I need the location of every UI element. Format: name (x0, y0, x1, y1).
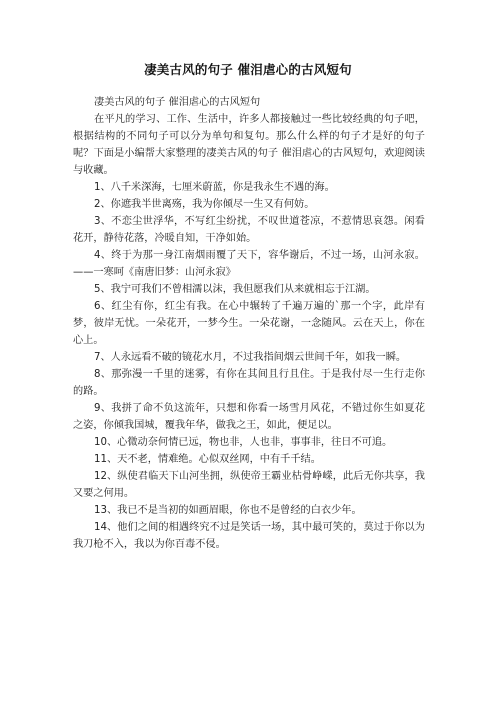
list-item: 2、你遮我半世离殇，我为你倾尽一生又有何妨。 (94, 199, 315, 210)
list-item: 8、那弥漫一千里的迷雾，有你在其间且行且住。于是我付尽一生行走你的路。 (73, 369, 425, 397)
intro-paragraph: 在平凡的学习、工作、生活中，许多人都接触过一些比较经典的句子吧，根据结构的不同句子可以分为单句和复句。那么什么样的句子才是好的句子呢？下面是小编帮大家整理的凄美古风的句子 催泪虐心的古风短句，欢迎阅读与收藏。 (73, 114, 425, 176)
list-item: 4、终于为那一身江南烟雨覆了天下，容华谢后，不过一场，山河永寂。——一寒呵《南唐旧梦：山河永寂》 (73, 250, 425, 278)
list-item: 11、天不老，情难绝。心似双丝网，中有千千结。 (94, 454, 321, 465)
list-item: 12、纵使君临天下山河坐拥，纵使帝王霸业枯骨峥嵘，此后无你共享，我又要之何用。 (73, 471, 425, 499)
list-item: 13、我已不是当初的如画眉眼，你也不是曾经的白衣少年。 (94, 505, 362, 516)
list-item: 14、他们之间的相遇终究不过是笑话一场，其中最可笑的，莫过于你以为我刀枪不入，我以为你百毒不侵。 (73, 522, 425, 550)
list-item: 5、我宁可我们不曾相濡以沫，我但愿我们从来就相忘于江湖。 (94, 284, 376, 295)
list-item: 3、不恋尘世浮华，不写红尘纷扰，不叹世道苍凉，不惹情思哀怨。闲看花开，静待花落，冷暖自知，干净如始。 (73, 216, 425, 244)
document-title: 凄美古风的句子 催泪虐心的古风短句 (144, 62, 352, 77)
document-subtitle: 凄美古风的句子 催泪虐心的古风短句 (94, 97, 261, 108)
list-item: 10、心微动奈何情已远，物也非，人也非，事事非，往日不可追。 (94, 437, 393, 448)
document-body (73, 94, 425, 553)
list-item: 1、八千米深海，七厘米蔚蓝，你是我永生不遇的海。 (94, 182, 335, 193)
list-item: 7、人永远看不破的镜花水月，不过我指间烟云世间千年，如我一瞬。 (94, 352, 407, 363)
list-item: 9、我拼了命不负这流年，只想和你看一场雪月风花，不错过你生如夏花之姿，你倾我国城，覆我年华，做我之王，如此，便足以。 (73, 403, 425, 431)
list-item: 6、红尘有你，红尘有我。在心中辗转了千遍万遍的`那一个字，此岸有梦，彼岸无忧。一朵花开，一梦今生。一朵花谢，一念随风。云在天上，你在心上。 (73, 301, 425, 346)
